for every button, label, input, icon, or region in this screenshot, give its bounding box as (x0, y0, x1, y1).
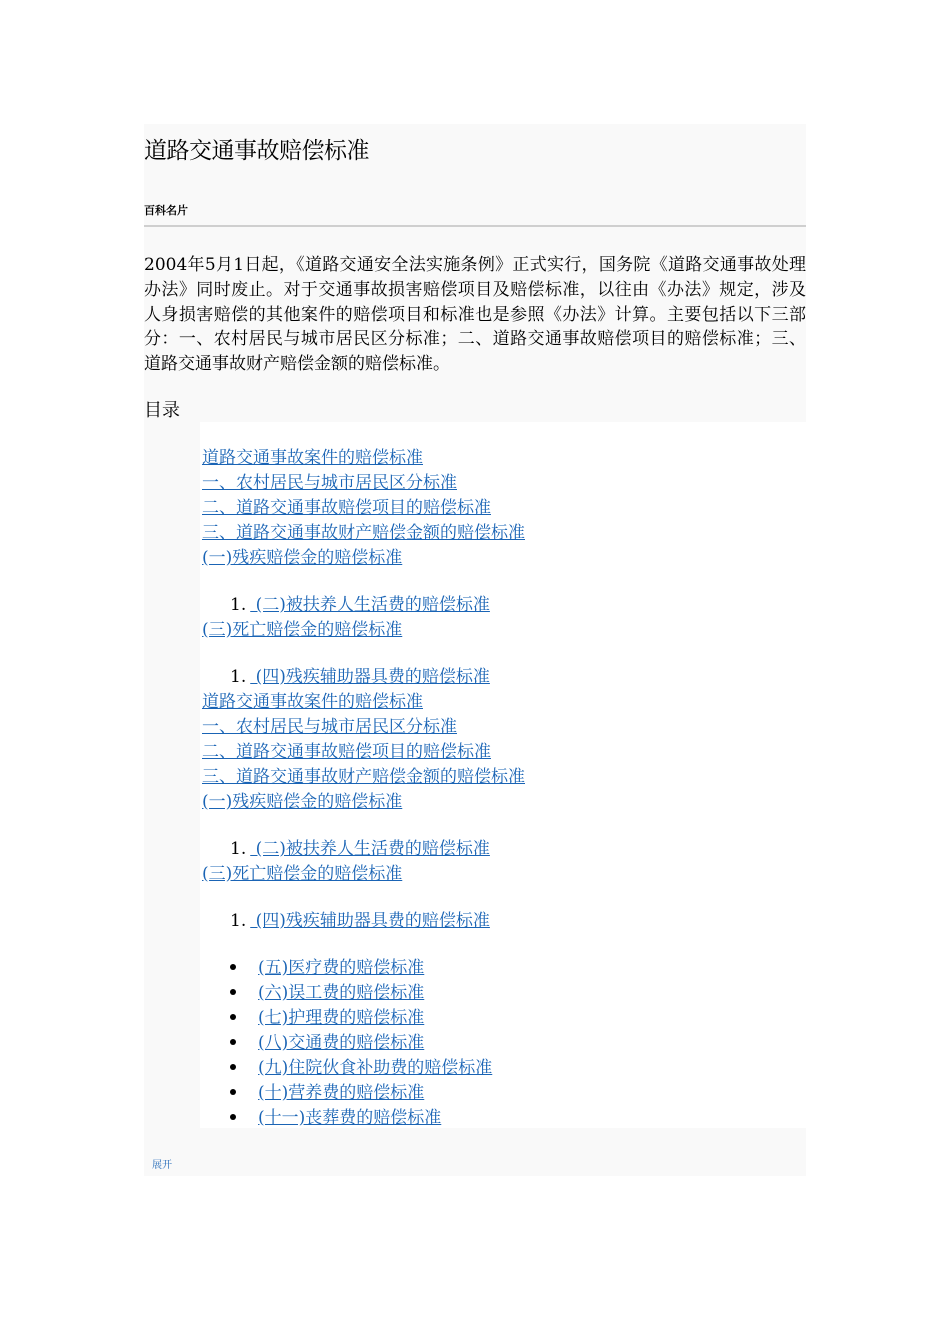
page-title: 道路交通事故赔偿标准 (144, 138, 369, 164)
toc-number: 1. (230, 911, 247, 931)
toc-link[interactable]: (一)残疾赔偿金的赔偿标准 (202, 792, 403, 812)
toc-link[interactable]: (三)死亡赔偿金的赔偿标准 (202, 620, 403, 640)
toc-heading: 目录 (144, 400, 180, 421)
toc-subitem (230, 909, 490, 933)
toc-subitem (230, 593, 490, 617)
toc-item (202, 546, 402, 570)
bullet-dot-icon (230, 1064, 236, 1070)
toc-link[interactable]: (四)残疾辅助器具费的赔偿标准 (250, 667, 490, 687)
toc-bullet-item (230, 1106, 441, 1130)
toc-number: 1. (230, 839, 247, 859)
toc-link[interactable]: (四)残疾辅助器具费的赔偿标准 (250, 911, 490, 931)
toc-item (202, 765, 525, 789)
toc-item (202, 496, 491, 520)
toc-bullet-item (230, 981, 424, 1005)
toc-bullet-item (230, 1031, 424, 1055)
toc-number: 1. (230, 595, 247, 615)
encyclopedia-card-label: 百科名片 (144, 204, 188, 217)
toc-item (202, 446, 423, 470)
toc-link[interactable]: (一)残疾赔偿金的赔偿标准 (202, 548, 403, 568)
bullet-dot-icon (230, 1014, 236, 1020)
toc-item (202, 715, 457, 739)
toc-subitem (230, 837, 490, 861)
toc-link[interactable]: (八)交通费的赔偿标准 (258, 1033, 425, 1053)
divider (144, 225, 806, 227)
toc-bullet-item (230, 1056, 492, 1080)
bullet-dot-icon (230, 1089, 236, 1095)
toc-item (202, 471, 457, 495)
toc-link[interactable]: (七)护理费的赔偿标准 (258, 1008, 425, 1028)
toc-link[interactable]: (二)被扶养人生活费的赔偿标准 (250, 595, 490, 615)
expand-link[interactable]: 展开 (152, 1160, 172, 1171)
toc-link[interactable]: 道路交通事故案件的赔偿标准 (202, 448, 423, 468)
toc-link[interactable]: 道路交通事故案件的赔偿标准 (202, 692, 423, 712)
bullet-dot-icon (230, 1039, 236, 1045)
toc-link[interactable]: (二)被扶养人生活费的赔偿标准 (250, 839, 490, 859)
toc-link[interactable]: 一、农村居民与城市居民区分标准 (202, 717, 457, 737)
toc-link[interactable]: (十一)丧葬费的赔偿标准 (258, 1108, 442, 1128)
toc-item (202, 618, 402, 642)
toc-link[interactable]: (五)医疗费的赔偿标准 (258, 958, 425, 978)
toc-bullet-item (230, 956, 424, 980)
bullet-dot-icon (230, 989, 236, 995)
toc-item (202, 862, 402, 886)
toc-item (202, 690, 423, 714)
toc-link[interactable]: 二、道路交通事故赔偿项目的赔偿标准 (202, 498, 491, 518)
bullet-dot-icon (230, 964, 236, 970)
toc-item (202, 521, 525, 545)
toc-link[interactable]: 二、道路交通事故赔偿项目的赔偿标准 (202, 742, 491, 762)
toc-bullet-item (230, 1081, 424, 1105)
toc-link[interactable]: (九)住院伙食补助费的赔偿标准 (258, 1058, 493, 1078)
toc-subitem (230, 665, 490, 689)
toc-link[interactable]: (六)误工费的赔偿标准 (258, 983, 425, 1003)
toc-item (202, 740, 491, 764)
bullet-dot-icon (230, 1114, 236, 1120)
toc-link[interactable]: (三)死亡赔偿金的赔偿标准 (202, 864, 403, 884)
toc-number: 1. (230, 667, 247, 687)
toc-bullet-item (230, 1006, 424, 1030)
toc-item (202, 790, 402, 814)
toc-link[interactable]: 三、道路交通事故财产赔偿金额的赔偿标准 (202, 523, 525, 543)
toc-link[interactable]: 一、农村居民与城市居民区分标准 (202, 473, 457, 493)
toc-link[interactable]: 三、道路交通事故财产赔偿金额的赔偿标准 (202, 767, 525, 787)
toc-link[interactable]: (十)营养费的赔偿标准 (258, 1083, 425, 1103)
intro-paragraph: 2004年5月1日起，《道路交通安全法实施条例》正式实行，国务院《道路交通事故处理办法》同时废止。对于交通事故损害赔偿项目及赔偿标准，以往由《办法》规定，涉及人身损害赔偿的其他案件的赔偿项目和标准也是参照《办法》计算。主要包括以下三部分：一、农村居民与城市居民区分标准；二、道路交通事故赔偿项目的赔偿标准；三、道路交通事故财产赔偿金额的赔偿标准。 (144, 255, 806, 375)
